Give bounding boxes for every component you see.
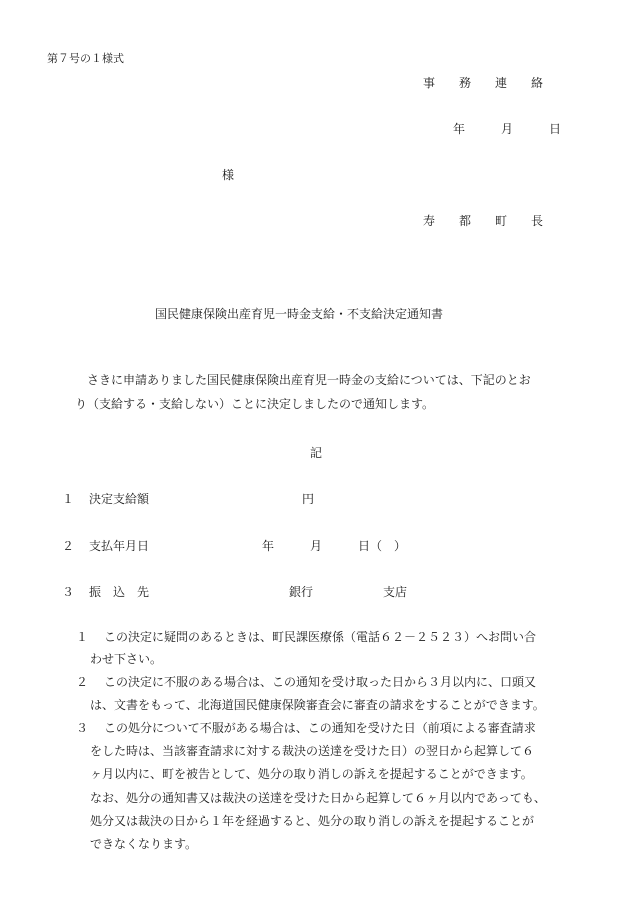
jimu-renraku-label: 事 務 連 絡 [423, 76, 544, 90]
note-line: 処分又は裁決の日から１年を経過すると、処分の取り消しの訴えを提起することが [90, 814, 535, 828]
item-bank: 銀行 [289, 585, 314, 599]
item-number: ３ [62, 585, 75, 599]
note-line: をした時は、当該審査請求に対する裁決の送達を受けた日）の翌日から起算して６ [90, 744, 535, 758]
note-line: は、文書をもって、北海道国民健康保険審査会に審査の請求をすることができます。 [90, 698, 545, 712]
note-line: この決定に不服のある場合は、この通知を受け取った日から３月以内に、口頭又 [104, 675, 537, 689]
form-number: 第７号の１様式 [47, 52, 124, 65]
item-date-fields: 年 月 日（ ） [262, 539, 407, 553]
addressee-honorific: 様 [222, 168, 235, 182]
item-number: １ [62, 492, 75, 506]
item-label: 支払年月日 [89, 539, 150, 553]
note-line: わせ下さい。 [90, 652, 163, 666]
note-line: できなくなります。 [90, 837, 198, 851]
ki-heading: 記 [310, 446, 323, 460]
item-label: 振 込 先 [89, 585, 150, 599]
note-number: ３ [76, 721, 89, 735]
item-label: 決定支給額 [89, 492, 150, 506]
note-number: ２ [76, 675, 89, 689]
document-title: 国民健康保険出産育児一時金支給・不支給決定通知書 [155, 307, 444, 321]
item-unit-yen: 円 [302, 492, 315, 506]
date-line: 年 月 日 [453, 122, 562, 136]
item-number: ２ [62, 539, 75, 553]
note-line: この処分について不服がある場合は、この通知を受けた日（前項による審査請求 [104, 721, 536, 735]
note-line: なお、処分の通知書又は裁決の送達を受けた日から起算して６ヶ月以内であっても、 [90, 791, 546, 805]
item-branch: 支店 [383, 585, 408, 599]
note-line: ヶ月以内に、町を被告として、処分の取り消しの訴えを提起することができます。 [90, 767, 533, 781]
body-line-1: さきに申請ありました国民健康保険出産育児一時金の支給については、下記のとお [75, 373, 531, 387]
body-line-2: り（支給する・支給しない）ことに決定しましたので通知します。 [75, 397, 435, 411]
note-number: １ [76, 630, 89, 644]
sender-name: 寿 都 町 長 [423, 214, 544, 228]
note-line: この決定に疑問のあるときは、町民課医療係（電話６２－２５２３）へお問い合 [104, 630, 537, 644]
